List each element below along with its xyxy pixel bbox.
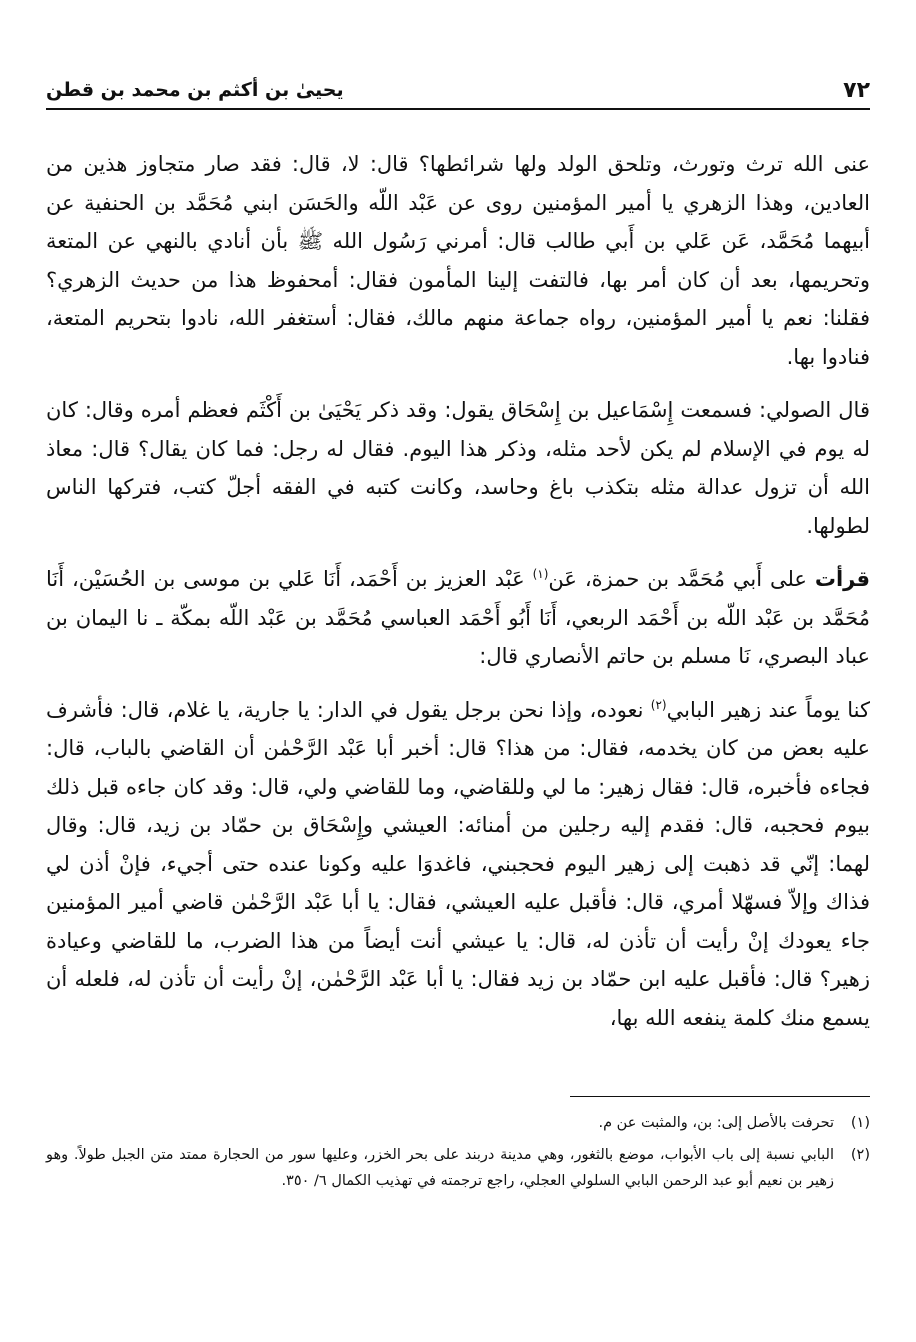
footnote-1-text: تحرفت بالأصل إلى: بن، والمثبت عن م. (598, 1115, 834, 1131)
page-header (46, 72, 870, 108)
footnote-1-number: (١) (850, 1115, 870, 1131)
paragraph-3 (46, 560, 870, 676)
main-text (46, 145, 870, 1052)
footnote-2 (46, 1142, 870, 1194)
footnote-2-number: (٢) (850, 1147, 870, 1163)
footnote-1 (46, 1110, 870, 1136)
footnote-2-text: البابي نسبة إلى باب الأبواب، موضع بالثغور، وهي مدينة دربند على بحر الخزر، وعليها سور من الحجارة ممتد متن الجبل طولاً. وهو زهير بن نعيم أبو عبد الرحمن البابي السلولي العجلي، راجع ترجمته في تهذيب الكمال ٦/ ٣٥٠. (46, 1147, 834, 1189)
paragraph-4 (46, 691, 870, 1038)
header-divider (46, 108, 870, 110)
running-title: يحيىٰ بن أكثم بن محمد بن قطن (46, 79, 344, 101)
page-number: ٧٢ (843, 77, 870, 103)
paragraph-3-text-a: على أَبي مُحَمَّد بن حمزة، عَن (548, 567, 815, 591)
footnote-ref-1: (١) (532, 567, 549, 581)
paragraph-4-text-a: كنا يوماً عند زهير البابي (666, 697, 870, 722)
paragraph-2: قال الصولي: فسمعت إِسْمَاعيل بن إِسْحَاق يقول: وقد ذكر يَحْيَىٰ بن أَكْثَم فعظم أمره وقال: كان له يوم في الإسلام لم يكن لأحد مثله، وذكر هذا اليوم. فقال له رجل: فما كان يقال؟ قال: معاذ الله أن تزول عدالة مثله بتكذب باغ وحاسد، وكانت كتبه في الفقه أجلّ كتب، فتركها الناس لطولها. (46, 398, 870, 538)
paragraph-3-lead: قرأت (814, 567, 870, 591)
footnote-ref-2: (٢) (650, 697, 667, 712)
paragraph-3-text-b: عَبْد العزيز بن أَحْمَد، أَنَا عَلي بن موسى بن الحُسَيْن، أَنَا مُحَمَّد بن عَبْد اللّه بن أَحْمَد الربعي، أَنَا أَبُو أَحْمَد العباسي مُحَمَّد بن عَبْد اللّه بمكّة ـ نا اليمان بن عباد البصري، نَا مسلم بن حاتم الأنصاري قال: (46, 567, 870, 668)
paragraph-1: عنى الله ترث وتورث، وتلحق الولد ولها شرائطها؟ قال: لا، قال: فقد صار متجاوز هذين من العادين، وهذا الزهري يا أمير المؤمنين روى عن عَبْد اللّه والحَسَن ابني مُحَمَّد بن الحنفية عن أبيهما مُحَمَّد، عَن عَلي بن أَبي طالب قال: أمرني رَسُول الله ﷺ بأن أنادي بالنهي عن المتعة وتحريمها، بعد أن كان أمر بها، فالتفت إلينا المأمون فقال: أمحفوظ هذا من حديث الزهري؟ فقلنا: نعم يا أمير المؤمنين، رواه جماعة منهم مالك، فقال: أستغفر الله، نادوا بتحريم المتعة، فنادوا بها. (46, 152, 870, 369)
paragraph-4-text-b: نعوده، وإذا نحن برجل يقول في الدار: يا جارية، يا غلام، قال: فأشرف عليه بعض من كان يخدمه، فقال: من هذا؟ قال: أخبر أبا عَبْد الرَّحْمٰن أن القاضي بالباب، قال: فجاءه فأخبره، قال: فقال زهير: ما لي وللقاضي، وما للقاضي ولي، قال: وقد كان جاءه قبل ذلك بيوم فحجبه، قال: فقدم إليه رجلين من أمنائه: العيشي وإِسْحَاق بن حمّاد بن زيد، قال: وقال لهما: إنّي قد ذهبت إلى زهير اليوم فحجبني، فاغدوَا عليه وكونا عنده حتى أجيء، فإنْ أذن لي فذاك وإلاّ فسهّلا أمري، قال: فأقبل عليه العيشي، فقال: يا أبا عَبْد الرَّحْمٰن قاضي أمير المؤمنين جاء يعودك إنْ رأيت أن تأذن له، قال: يا عيشي أنت أيضاً من هذا الضرب، ما للقاضي وعيادة زهير؟ قال: فأقبل عليه ابن حمّاد بن زيد فقال: يا أبا عَبْد الرَّحْمٰن، إنْ رأيت أن تأذن له، فلعله أن يسمع منك كلمة ينفعه الله بها، (46, 697, 870, 1030)
footnotes (46, 1110, 870, 1200)
footnote-divider (570, 1096, 870, 1097)
